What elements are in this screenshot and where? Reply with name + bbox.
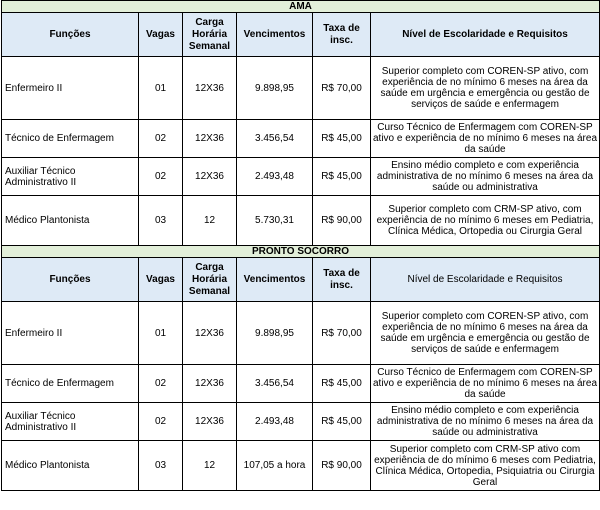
cell-requisitos: Ensino médio completo e com experiência administrativa de no mínimo 6 meses na área da saúde ou administrativa: [371, 403, 600, 441]
cell-vagas: 02: [139, 158, 183, 196]
section-title: AMA: [2, 1, 600, 13]
cell-taxa: R$ 90,00: [313, 441, 371, 491]
cell-vencimentos: 5.730,31: [237, 196, 313, 246]
cell-vagas: 03: [139, 196, 183, 246]
cell-carga: 12X36: [183, 158, 237, 196]
header-carga: Carga Horária Semanal: [183, 13, 237, 57]
cell-taxa: R$ 70,00: [313, 302, 371, 365]
header-taxa: Taxa de insc.: [313, 13, 371, 57]
table-row: [2, 302, 600, 365]
cell-funcao: Auxiliar Técnico Administrativo II: [2, 403, 139, 441]
cell-carga: 12: [183, 441, 237, 491]
cell-funcao: Médico Plantonista: [2, 441, 139, 491]
cell-carga: 12X36: [183, 365, 237, 403]
header-vencimentos: Vencimentos: [237, 258, 313, 302]
cell-carga: 12: [183, 196, 237, 246]
cell-carga: 12X36: [183, 57, 237, 120]
section-title: PRONTO SOCORRO: [2, 246, 600, 258]
cell-taxa: R$ 90,00: [313, 196, 371, 246]
table-row: [2, 120, 600, 158]
cell-vencimentos: 2.493,48: [237, 158, 313, 196]
cell-requisitos: Superior completo com CRM-SP ativo com experiência de do mínimo 6 meses com Pediatria, Clínica Médica, Ortopedia, Psiquiatria ou Cirurgia Geral: [371, 441, 600, 491]
table-row: [2, 57, 600, 120]
cell-vagas: 01: [139, 57, 183, 120]
header-carga: Carga Horária Semanal: [183, 258, 237, 302]
cell-funcao: Técnico de Enfermagem: [2, 120, 139, 158]
cell-requisitos: Superior completo com CRM-SP ativo, com experiência de no mínimo 6 meses em Pediatria, Clínica Médica, Ortopedia ou Cirurgia Geral: [371, 196, 600, 246]
cell-vencimentos: 9.898,95: [237, 302, 313, 365]
cell-vagas: 02: [139, 403, 183, 441]
cell-vencimentos: 9.898,95: [237, 57, 313, 120]
header-requisitos: Nível de Escolaridade e Requisitos: [371, 13, 600, 57]
cell-funcao: Auxiliar Técnico Administrativo II: [2, 158, 139, 196]
cell-requisitos: Ensino médio completo e com experiência administrativa de no mínimo 6 meses na área da saúde ou administrativa: [371, 158, 600, 196]
cell-funcao: Médico Plantonista: [2, 196, 139, 246]
cell-requisitos: Superior completo com COREN-SP ativo, com experiência de no mínimo 6 meses na área da saúde em urgência e emergência ou gestão de serviços de saúde e enfermagem: [371, 57, 600, 120]
header-row: [2, 13, 600, 57]
cell-taxa: R$ 45,00: [313, 365, 371, 403]
cell-vagas: 03: [139, 441, 183, 491]
header-vagas: Vagas: [139, 13, 183, 57]
cell-taxa: R$ 70,00: [313, 57, 371, 120]
header-funcoes: Funções: [2, 258, 139, 302]
table-row: [2, 158, 600, 196]
cell-requisitos: Superior completo com COREN-SP ativo, com experiência de no mínimo 6 meses na área da saúde em urgência e emergência ou gestão de serviços de saúde e enfermagem: [371, 302, 600, 365]
table-row: [2, 196, 600, 246]
header-funcoes: Funções: [2, 13, 139, 57]
cell-taxa: R$ 45,00: [313, 403, 371, 441]
table-row: [2, 365, 600, 403]
cell-carga: 12X36: [183, 403, 237, 441]
cell-taxa: R$ 45,00: [313, 120, 371, 158]
cell-requisitos: Curso Técnico de Enfermagem com COREN-SP ativo e experiência de no mínimo 6 meses na área da saúde: [371, 365, 600, 403]
section-title-row: [2, 246, 600, 258]
cell-taxa: R$ 45,00: [313, 158, 371, 196]
table-row: [2, 441, 600, 491]
header-taxa: Taxa de insc.: [313, 258, 371, 302]
cell-carga: 12X36: [183, 120, 237, 158]
vacancy-table: [1, 0, 600, 491]
header-row: [2, 258, 600, 302]
cell-vencimentos: 107,05 a hora: [237, 441, 313, 491]
header-vagas: Vagas: [139, 258, 183, 302]
cell-funcao: Técnico de Enfermagem: [2, 365, 139, 403]
cell-vencimentos: 3.456,54: [237, 365, 313, 403]
cell-funcao: Enfermeiro II: [2, 57, 139, 120]
cell-vagas: 02: [139, 120, 183, 158]
cell-vencimentos: 3.456,54: [237, 120, 313, 158]
cell-vagas: 01: [139, 302, 183, 365]
table-row: [2, 403, 600, 441]
cell-carga: 12X36: [183, 302, 237, 365]
header-vencimentos: Vencimentos: [237, 13, 313, 57]
cell-requisitos: Curso Técnico de Enfermagem com COREN-SP ativo e experiência de no mínimo 6 meses na área da saúde: [371, 120, 600, 158]
cell-vagas: 02: [139, 365, 183, 403]
cell-funcao: Enfermeiro II: [2, 302, 139, 365]
section-title-row: [2, 1, 600, 13]
cell-vencimentos: 2.493,48: [237, 403, 313, 441]
header-requisitos: Nível de Escolaridade e Requisitos: [371, 258, 600, 302]
